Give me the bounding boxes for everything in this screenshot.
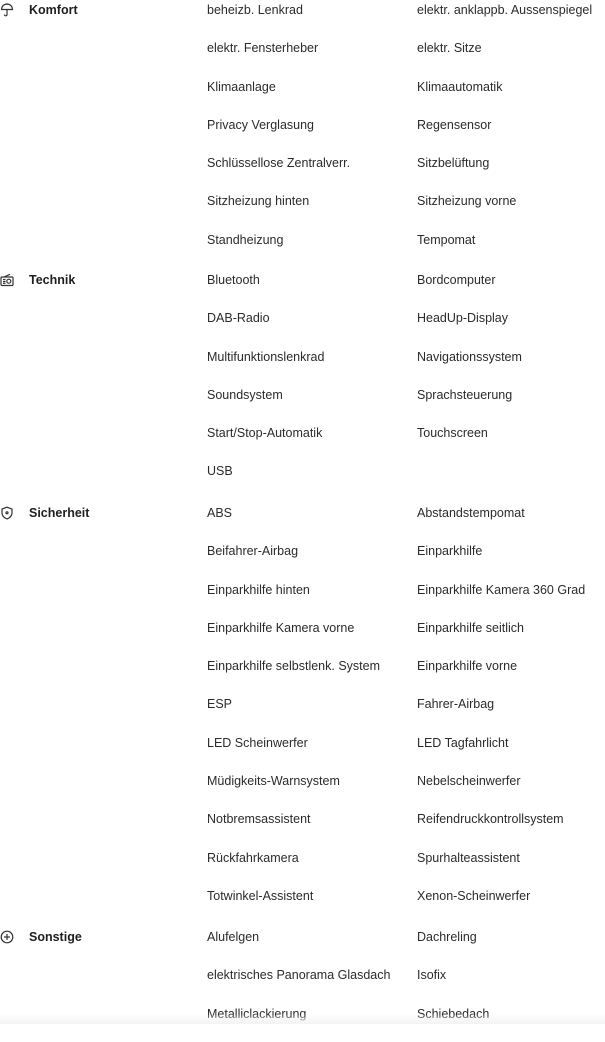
feature-item: USB: [207, 461, 233, 481]
feature-item: Reifendruckkontrollsystem: [417, 809, 564, 829]
feature-item: Einparkhilfe vorne: [417, 656, 517, 676]
feature-item: Start/Stop-Automatik: [207, 423, 322, 443]
feature-item: Einparkhilfe: [417, 541, 482, 561]
feature-item: Standheizung: [207, 230, 283, 250]
feature-item: Multifunktionslenkrad: [207, 347, 324, 367]
feature-item: Bordcomputer: [417, 270, 496, 290]
feature-item: Xenon-Scheinwerfer: [417, 886, 530, 906]
feature-row: [207, 423, 605, 461]
feature-item: Isofix: [417, 965, 446, 985]
feature-row: [207, 308, 605, 346]
feature-item: Rückfahrkamera: [207, 848, 299, 868]
feature-item: Einparkhilfe Kamera 360 Grad: [417, 580, 585, 600]
feature-row: [207, 656, 605, 694]
feature-item: Regensensor: [417, 115, 491, 135]
feature-row: [207, 503, 605, 541]
feature-item: ABS: [207, 503, 232, 523]
plus-circle-icon: [0, 930, 14, 944]
feature-item: elektr. anklappb. Aussenspiegel: [417, 0, 592, 20]
section-header: [0, 503, 14, 523]
feature-item: Klimaanlage: [207, 77, 276, 97]
feature-item: Müdigkeits-Warnsystem: [207, 771, 340, 791]
feature-item: Sitzheizung vorne: [417, 191, 516, 211]
feature-item: Bluetooth: [207, 270, 260, 290]
feature-item: DAB-Radio: [207, 308, 270, 328]
feature-row: [207, 771, 605, 809]
feature-row: [207, 191, 605, 229]
feature-item: elektr. Sitze: [417, 38, 482, 58]
feature-item: elektrisches Panorama Glasdach: [207, 965, 390, 985]
feature-row: [207, 809, 605, 847]
feature-item: Spurhalteassistent: [417, 848, 520, 868]
feature-grid: [207, 927, 605, 1042]
feature-row: [207, 618, 605, 656]
feature-item: Sitzbelüftung: [417, 153, 489, 173]
feature-row: [207, 77, 605, 115]
section-header: [0, 270, 14, 290]
feature-item: Einparkhilfe selbstlenk. System: [207, 656, 380, 676]
feature-grid: [207, 270, 605, 500]
feature-item: Privacy Verglasung: [207, 115, 314, 135]
section-title: Komfort: [29, 0, 78, 20]
feature-item: Klimaautomatik: [417, 77, 502, 97]
feature-item: Nebelscheinwerfer: [417, 771, 521, 791]
feature-row: [207, 0, 605, 38]
feature-item: Tempomat: [417, 230, 475, 250]
section-header: [0, 0, 14, 20]
feature-row: [207, 886, 605, 924]
feature-row: [207, 230, 605, 268]
shield-icon: [0, 506, 14, 520]
feature-item: Schiebedach: [417, 1004, 489, 1024]
feature-grid: [207, 0, 605, 268]
feature-row: [207, 965, 605, 1003]
feature-item: Metalliclackierung: [207, 1004, 306, 1024]
feature-item: Sprachsteuerung: [417, 385, 512, 405]
section-title: Sicherheit: [29, 503, 89, 523]
feature-item: Beifahrer-Airbag: [207, 541, 298, 561]
feature-row: [207, 115, 605, 153]
feature-item: Dachreling: [417, 927, 477, 947]
feature-item: Alufelgen: [207, 927, 259, 947]
section-header: [0, 927, 14, 947]
feature-item: Einparkhilfe seitlich: [417, 618, 524, 638]
feature-row: [207, 733, 605, 771]
feature-row: [207, 38, 605, 76]
feature-grid: [207, 503, 605, 924]
section-title: Technik: [29, 270, 75, 290]
feature-row: [207, 580, 605, 618]
feature-item: Fahrer-Airbag: [417, 694, 494, 714]
section-title: Sonstige: [29, 927, 82, 947]
feature-item: Touchscreen: [417, 423, 488, 443]
feature-item: Notbremsassistent: [207, 809, 311, 829]
feature-item: Soundsystem: [207, 385, 283, 405]
feature-item: Abstandstempomat: [417, 503, 525, 523]
feature-item: Einparkhilfe hinten: [207, 580, 310, 600]
feature-item: Sitzheizung hinten: [207, 191, 309, 211]
feature-item: ESP: [207, 694, 232, 714]
feature-item: LED Tagfahrlicht: [417, 733, 509, 753]
bottom-fade: [0, 1014, 605, 1024]
feature-item: Navigationssystem: [417, 347, 522, 367]
umbrella-icon: [0, 3, 14, 17]
feature-row: [207, 927, 605, 965]
feature-row: [207, 347, 605, 385]
feature-item: Einparkhilfe Kamera vorne: [207, 618, 354, 638]
feature-item: Schlüssellose Zentralverr.: [207, 153, 350, 173]
feature-item: beheizb. Lenkrad: [207, 0, 303, 20]
feature-row: [207, 694, 605, 732]
feature-item: LED Scheinwerfer: [207, 733, 308, 753]
feature-row: [207, 153, 605, 191]
feature-row: [207, 541, 605, 579]
radio-icon: [0, 273, 14, 287]
feature-row: [207, 461, 605, 499]
feature-row: [207, 385, 605, 423]
feature-item: HeadUp-Display: [417, 308, 508, 328]
feature-item: Totwinkel-Assistent: [207, 886, 313, 906]
feature-row: [207, 848, 605, 886]
feature-item: elektr. Fensterheber: [207, 38, 318, 58]
feature-row: [207, 270, 605, 308]
